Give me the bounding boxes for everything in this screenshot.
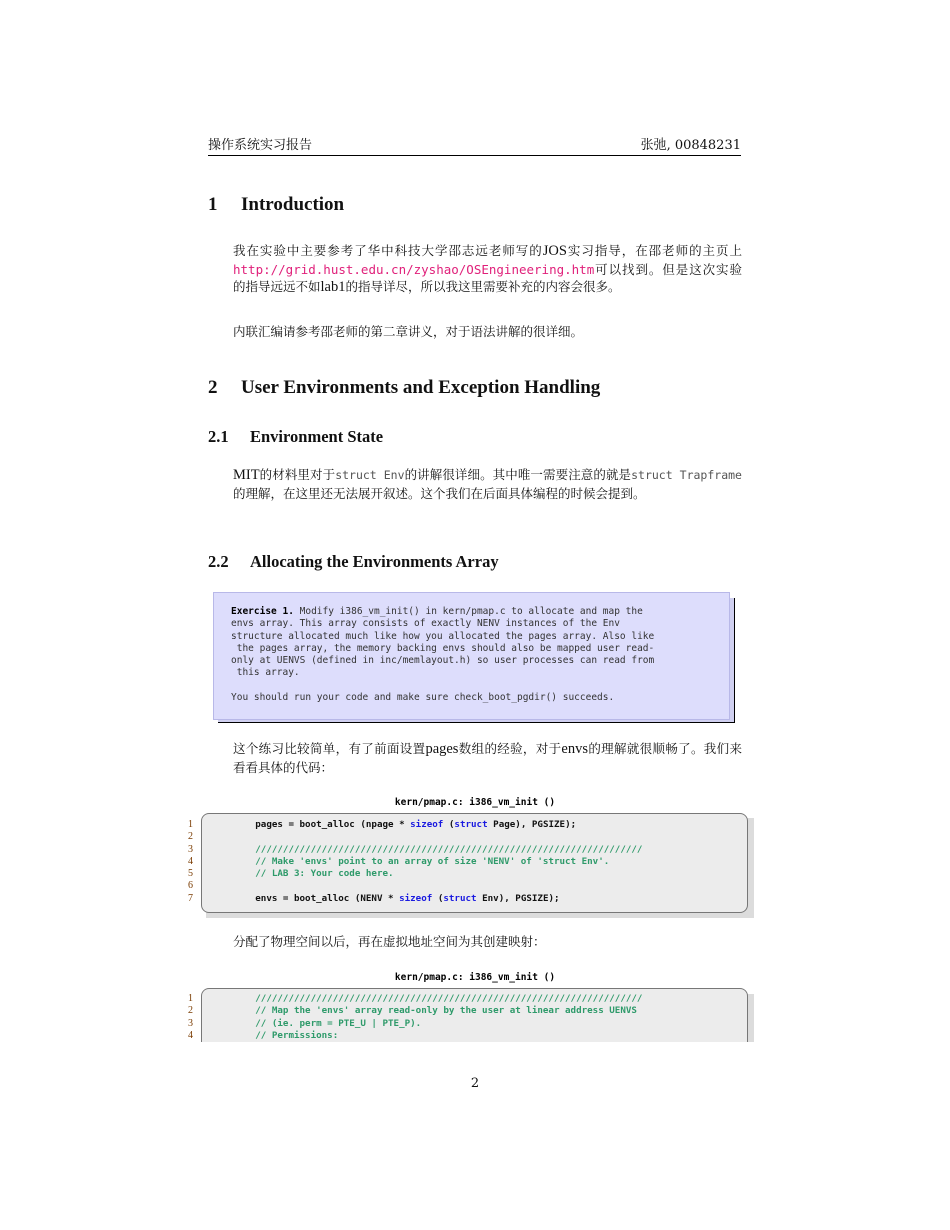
code-token: Page), PGSIZE); [487, 819, 577, 830]
exercise-text [231, 606, 716, 704]
listing-2-line-numbers [175, 993, 193, 1042]
line-number: 2 [188, 1005, 193, 1017]
text-run: 的理解就很顺畅了。我们来看看具体的代码： [233, 741, 742, 775]
text-run: 的讲解很详细。其中唯一需要注意的就是 [404, 467, 632, 482]
text-run: 实习指导，在邵老师的主页上 [566, 243, 742, 258]
section-heading-introduction [208, 194, 344, 216]
code-keyword: sizeof [410, 819, 444, 830]
section-title: User Environments and Exception Handling [241, 377, 601, 398]
subsection-title: Environment State [250, 427, 384, 446]
code-keyword: struct [454, 819, 488, 830]
text-run: 数组的经验，对于 [458, 741, 562, 756]
running-header-author: 张弛, 00848231 [640, 138, 741, 153]
code-token: pages = boot_alloc (npage * [211, 819, 411, 830]
code-comment: // LAB 3: Your code here. [211, 868, 394, 880]
text-run: 我在实验中主要参考了华中科技大学邵志远老师写的 [233, 243, 543, 258]
line-number: 1 [188, 819, 193, 830]
code-comment: // Make 'envs' point to an array of size 'NENV' of 'struct Env'. [211, 855, 610, 867]
paragraph-after-listing-1: 分配了物理空间以后，再在虚拟地址空间为其创建映射： [233, 934, 546, 949]
line-number: 5 [188, 868, 193, 880]
code-token: Env), PGSIZE); [476, 892, 560, 904]
text-run: 的材料里对于 [259, 467, 336, 482]
listing-2-page-cut [190, 1042, 760, 1072]
line-number: 4 [188, 1029, 193, 1041]
line-number: 7 [188, 892, 193, 904]
inline-code: struct Trapframe [631, 468, 742, 482]
line-number: 2 [188, 831, 193, 843]
listing-1-caption: kern/pmap.c: i386_vm_init () [394, 797, 556, 808]
exercise-line: only at UENVS (defined in inc/memlayout.h) so user processes can read from [231, 655, 655, 667]
code-line [211, 831, 642, 843]
code-keyword: sizeof [399, 892, 433, 904]
code-comment: // Permissions: [211, 1029, 339, 1041]
code-comment: // (ie. perm = PTE_U | PTE_P). [211, 1017, 422, 1029]
page-number: 2 [470, 1076, 480, 1091]
code-token: ( [443, 819, 455, 830]
header-rule [208, 155, 741, 156]
section-title: Introduction [241, 194, 345, 215]
line-number: 3 [188, 1017, 193, 1029]
text-run: 可以找到。但是这次实验的指导远远不如 [233, 261, 742, 294]
section-number: 1 [208, 194, 218, 215]
text-run: MIT [233, 467, 260, 483]
subsection-heading-environment-state [208, 427, 383, 447]
exercise-line: the pages array, the memory backing envs should also be mapped user read- [231, 642, 655, 654]
line-number: 4 [188, 855, 193, 867]
line-number: 3 [188, 843, 193, 855]
subsection-title: Allocating the Environments Array [250, 552, 499, 571]
listing-2-code [211, 993, 642, 1042]
listing-1-line-numbers [175, 819, 193, 905]
exercise-line: envs array. This array consists of exactly NENV instances of the Env [231, 618, 620, 630]
exercise-label: Exercise 1. [231, 606, 294, 617]
code-token: envs = boot_alloc (NENV * [211, 892, 400, 904]
paragraph-after-exercise [208, 740, 742, 776]
code-line [211, 880, 642, 892]
hyperlink[interactable]: http://grid.hust.edu.cn/zyshao/OSEngineering.htm [233, 261, 595, 277]
line-number: 6 [188, 880, 193, 892]
code-comment: ////////////////////////////////////////////////////////////////////// [211, 843, 643, 855]
section-heading-user-environments [208, 377, 600, 399]
listing-2-caption: kern/pmap.c: i386_vm_init () [394, 972, 556, 983]
code-line [211, 893, 642, 905]
section-number: 2 [208, 377, 218, 398]
code-keyword: struct [443, 892, 477, 904]
subsection-number: 2.1 [208, 427, 229, 446]
subsection-heading-allocating-array [208, 552, 499, 572]
intro-paragraph-2: 内联汇编请参考邵老师的第二章讲义，对于语法讲解的很详细。 [233, 324, 584, 339]
text-run: 的理解，在这里还无法展开叙述。这个我们在后面具体编程的时候会提到。 [233, 485, 646, 501]
text-run: envs [561, 741, 589, 757]
environment-state-paragraph [208, 466, 742, 502]
exercise-line: structure allocated much like how you allocated the pages array. Also like [231, 630, 655, 642]
line-number: 1 [188, 993, 193, 1004]
running-header-title: 操作系统实习报告 [208, 138, 313, 153]
text-run: lab1 [320, 279, 346, 295]
code-token: ( [432, 892, 444, 904]
intro-paragraph-1 [208, 242, 742, 297]
code-line [211, 819, 642, 831]
text-run: 这个练习比较简单，有了前面设置 [233, 741, 426, 756]
exercise-line: You should run your code and make sure check_boot_pgdir() succeeds. [231, 692, 615, 704]
exercise-line: this array. [231, 667, 300, 679]
listing-1-code [211, 819, 642, 905]
text-run: 的指导详尽，所以我这里需要补充的内容会很多。 [345, 279, 621, 294]
text-run: JOS [542, 243, 567, 259]
text-run: pages [425, 741, 459, 757]
code-comment: // Map the 'envs' array read-only by the user at linear address UENVS [211, 1005, 637, 1017]
subsection-number: 2.2 [208, 552, 229, 571]
code-comment: ////////////////////////////////////////////////////////////////////// [211, 993, 643, 1004]
inline-code: struct Env [335, 468, 405, 482]
exercise-line: Modify i386_vm_init() in kern/pmap.c to allocate and map the [293, 606, 643, 617]
